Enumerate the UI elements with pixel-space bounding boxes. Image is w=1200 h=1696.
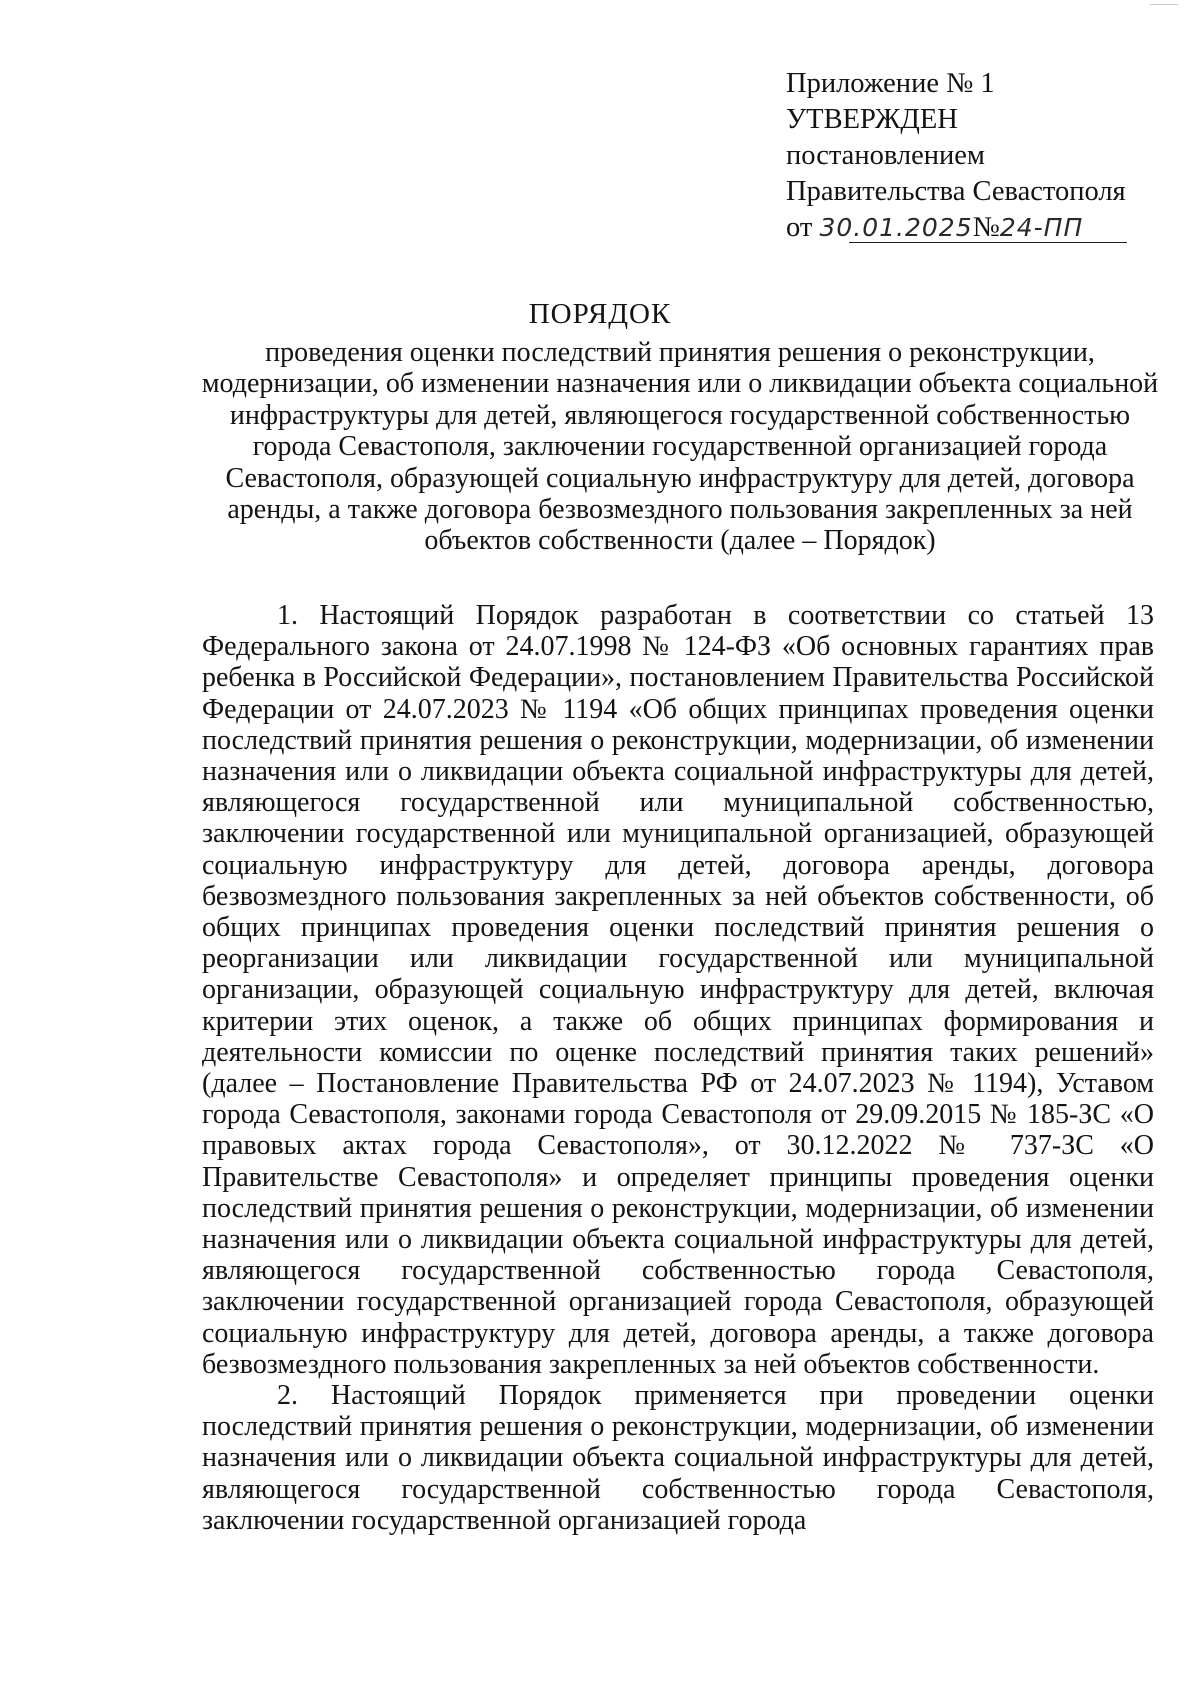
scan-mark	[1150, 4, 1178, 5]
number-prefix: №	[972, 212, 1000, 243]
handwritten-date: 30.01.2025	[819, 213, 973, 242]
handwritten-number: 24-ПП	[999, 213, 1084, 242]
paragraph-1: 1. Настоящий Порядок разработан в соответствии со статьей 13 Федерального закона от 24.07.1998 № 124-ФЗ «Об основных гарантиях прав ребенка в Российской Федерации», постановлением Правительства Российской Федерации от 24.07.2023 № 1194 «Об общих принципах проведения оценки последствий принятия решения о реконструкции, модернизации, об изменении назначения или о ликвидации объекта социальной инфраструктуры для детей, являющегося государственной или муниципальной собственностью, заключении государственной или муниципальной организацией, образующей социальную инфраструктуру для детей, договора аренды, договора безвозмездного пользования закрепленных за ней объектов собственности, об общих принципах проведения оценки последствий принятия решения о реорганизации или ликвидации государственной или муниципальной организации, образующей социальную инфраструктуру для детей, включая критерии этих оценок, а также об общих принципах формирования и деятельности комиссии по оценке последствий принятия таких решений» (далее – Постановление Правительства РФ от 24.07.2023 № 1194), Уставом города Севастополя, законами города Севастополя от 29.09.2015 № 185-ЗС «О правовых актах города Севастополя», от 30.12.2022 № 737-ЗС «О Правительстве Севастополя» и определяет принципы проведения оценки последствий принятия решения о реконструкции, модернизации, об изменении назначения или о ликвидации объекта социальной инфраструктуры для детей, являющегося государственной собственностью города Севастополя, заключении государственной организацией города Севастополя, образующей социальную инфраструктуру для детей, договора аренды, а также договора безвозмездного пользования закрепленных за ней объектов собственности.	[202, 600, 1154, 1380]
appendix-label: Приложение № 1	[786, 68, 995, 99]
fill-underline	[849, 242, 1127, 243]
date-number-fill	[819, 210, 1083, 246]
paragraph-2: 2. Настоящий Порядок применяется при проведении оценки последствий принятия решения о реконструкции, модернизации, об изменении назначения или о ликвидации объекта социальной инфраструктуры для детей, являющегося государственной собственностью города Севастополя, заключении государственной организацией города	[202, 1380, 1154, 1536]
date-prefix: от	[786, 212, 813, 243]
approved-label: УТВЕРЖДЕН	[786, 104, 958, 135]
resolution-label: постановлением	[786, 140, 985, 171]
date-number-line	[786, 210, 1126, 246]
document-subtitle: проведения оценки последствий принятия решения о реконструкции, модернизации, об изменении назначения или о ликвидации объекта социальной инфраструктуры для детей, являющегося государственной собственностью города Севастополя, заключении государственной организацией города Севастополя, образующей социальную инфраструктуру для детей, договора аренды, а также договора безвозмездного пользования закрепленных за ней объектов собственности (далее – Порядок)	[201, 337, 1159, 557]
document-body	[202, 600, 1154, 1536]
document-title: ПОРЯДОК	[528, 298, 672, 330]
government-label: Правительства Севастополя	[786, 176, 1126, 207]
approval-block	[786, 66, 1126, 246]
